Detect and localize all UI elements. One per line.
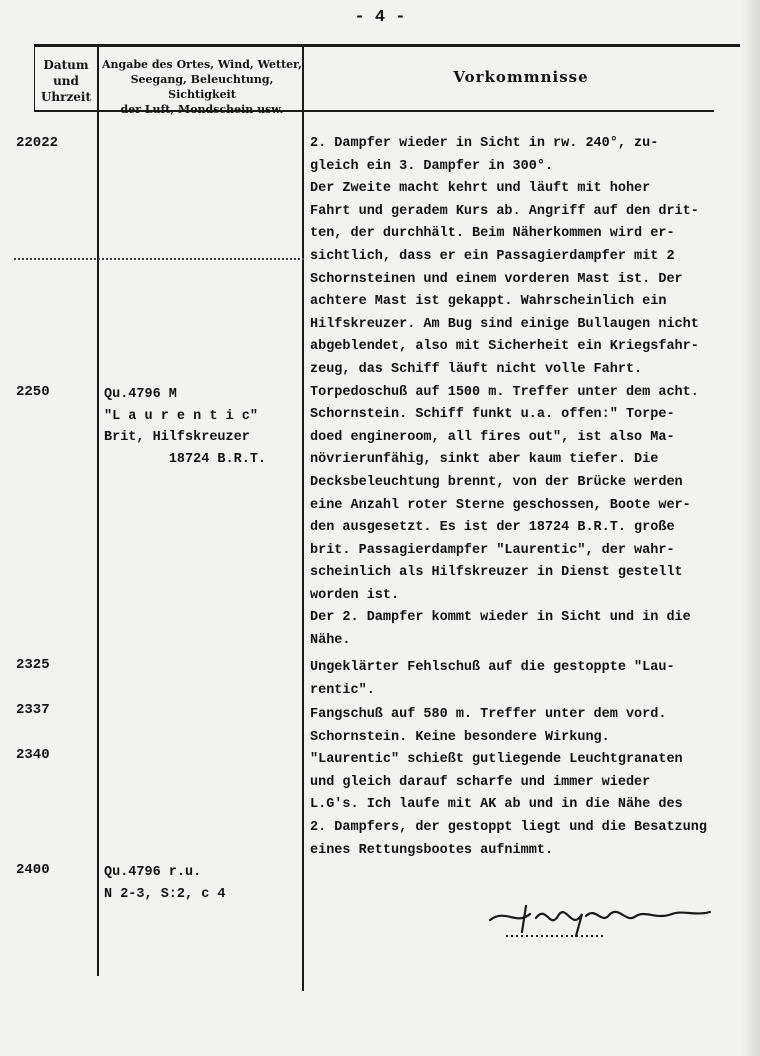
header-date-line: Datum: [43, 58, 89, 72]
header-place-line: Seegang, Beleuchtung, Sichtigkeit: [130, 73, 274, 101]
header-date-line: und: [53, 74, 79, 88]
header-place-line: Angabe des Ortes, Wind, Wetter,: [101, 58, 303, 71]
signature: [486, 896, 716, 944]
position-entry: Qu.4796 r.u. N 2-3, S:2, c 4: [104, 865, 226, 902]
top-rule: [34, 44, 740, 47]
time-entry: 22022: [16, 135, 59, 151]
event-entry: 2. Dampfer wieder in Sicht in rw. 240°, zu- gleich ein 3. Dampfer in 300°. Der Zweite macht kehrt und läuft mit hoher Fahrt und geradem Kurs ab. Angriff auf den drit- ten, der durchhält. Beim Näherkommen wird er- sichtlich, dass er ein Passagierdampfer mit 2 Schornsteinen und einem vorderen Mast ist. Der achtere Mast ist gekappt. Wahrscheinlich ein Hilfskreuzer. Am Bug sind einige Bullaugen nicht abgeblendet, also mit Sicherheit ein Kriegsfahr- zeug, das Schiff läuft nicht volle Fahrt. Torpedoschuß auf 1500 m. Treffer unter dem acht. Schornstein. Schiff funkt u.a. offen:" Torpe- doed engineroom, all fires out", ist also Ma- növrierunfähig, sinkt aber kaum tiefer. Die Decksbeleuchtung brennt, von der Brücke werden eine Anzahl roter Sterne geschossen, Boote wer- den ausgesetzt. Es ist der 18724 B.R.T. große brit. Passagierdampfer "Laurentic", der wahr- scheinlich als Hilfskreuzer in Dienst gestellt worden ist. Der 2. Dampfer kommt wieder in Sicht und in die Nähe.: [310, 136, 699, 649]
header-date-column: [34, 57, 98, 105]
time-entry: 2325: [16, 657, 50, 673]
event-entry: Fangschuß auf 580 m. Treffer unter dem vord. Schornstein. Keine besondere Wirkung. "Laurentic" schießt gutliegende Leuchtgranaten und gleich darauf scharfe und immer wieder L.G's. Ich laufe mit AK ab und in die Nähe des 2. Dampfers, der gestoppt liegt und die Besatzung eines Rettungsbootes aufnimmt.: [310, 707, 707, 858]
position-entry: Qu.4796 M "L a u r e n t i c" Brit, Hilfskreuzer 18724 B.R.T.: [104, 387, 267, 467]
time-entry: 2400: [16, 862, 50, 878]
header-date-line: Uhrzeit: [40, 90, 92, 104]
header-place-column: [100, 57, 304, 117]
column-rule-right: [302, 46, 304, 991]
time-entry: 2337: [16, 702, 50, 718]
header-place-line: der Luft, Mondschein usw.: [120, 103, 284, 116]
event-entry: Ungeklärter Fehlschuß auf die gestoppte "Lau- rentic".: [310, 660, 675, 698]
column-rule-left: [97, 46, 99, 976]
page-number: - 4 -: [354, 8, 406, 27]
time-entry: 2340: [16, 747, 50, 763]
dotted-separator: [14, 258, 304, 262]
time-entry: 2250: [16, 384, 50, 400]
header-events-column: Vorkommnisse: [453, 68, 589, 86]
page-edge-shadow: [742, 0, 760, 1056]
